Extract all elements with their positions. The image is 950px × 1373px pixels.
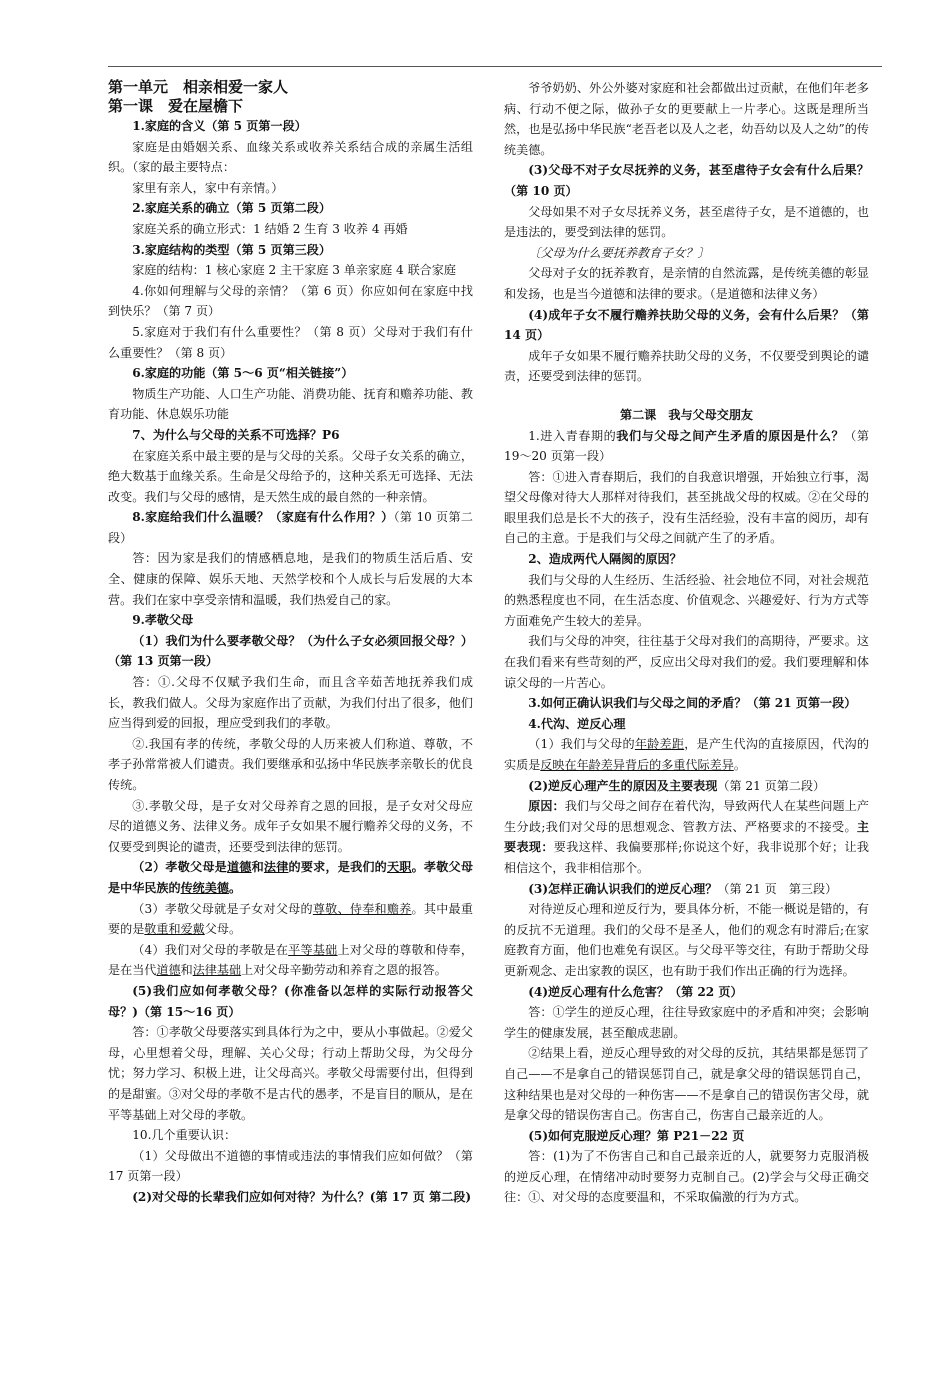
l2-q3-heading: 3.如何正确认识我们与父母之间的矛盾？（第 21 页第一段） <box>528 696 857 711</box>
q9-2-part: 和 <box>251 860 264 875</box>
unit-title: 第一单元 相亲相爱一家人 <box>108 78 289 96</box>
q9-2-underline-4: 传统美德 <box>180 880 229 895</box>
q3-text: 家庭的结构：1 核心家庭 2 主干家庭 3 单亲家庭 4 联合家庭 <box>132 263 456 278</box>
q9-5-heading: (5)我们应如何孝敬父母？(你准备以怎样的实际行动报答父母？)（第 15～16 页） <box>108 983 473 1019</box>
q9-3-part: 父母。 <box>204 922 242 937</box>
l2-q4-heading: 4.代沟、逆反心理 <box>528 716 626 731</box>
l2-q1-page-ref: （第 19～20 页第一段） <box>504 428 869 464</box>
l2-q1 <box>504 426 869 467</box>
l2-q1-part: 1.进入青春期的 <box>528 428 617 443</box>
l2-q4-2-heading <box>504 776 869 797</box>
q8-heading-line <box>108 507 473 548</box>
q6-heading: 6.家庭的功能（第 5～6 页“相关链接”） <box>132 366 354 381</box>
q9-4-underline-2: 道德 <box>156 963 181 978</box>
q1-heading: 1.家庭的含义（第 5 页第一段） <box>132 119 307 133</box>
r-q3-text: 父母如果不对子女尽抚养义务，甚至虐待子女，是不道德的，也是违法的，要受到法律的惩罚。 <box>504 204 869 240</box>
r-q3-heading: (3)父母不对子女尽抚养的义务，甚至虐待子女会有什么后果？（第 10 页） <box>504 163 869 198</box>
q9-4-part: （4）我们对父母的孝敬是在 <box>132 942 289 957</box>
l2-q4-4-heading: (4)逆反心理有什么危害？（第 22 页） <box>528 984 743 999</box>
q9-2-underline-2: 法律 <box>263 860 289 875</box>
l2-q4-4-answer-b: ②结果上看，逆反心理导致的对父母的反抗，其结果都是惩罚了自己——不是拿自己的错误惩罚自己，就是拿父母的错误惩罚自己，这种结果也是对父母的一种伤害——不是拿自己的错误伤害父母，就是拿父母的错误伤害自己。伤害自己，伤害自己最亲近的人。 <box>504 1046 869 1123</box>
q9-3-part: 。其中最重要的是 <box>108 901 473 937</box>
q5-text: 5.家庭对于我们有什么重要性？（第 8 页）父母对于我们有什么重要性？（第 8 页） <box>108 324 473 360</box>
r-q3-italic: 〔父母为什么要抚养教育子女？〕 <box>528 245 710 260</box>
q9-2-part: 。孝敬父母是中华民族的 <box>108 860 473 895</box>
q9-3-text <box>108 899 473 940</box>
l2-q4-2-page-ref: （第 21 页第二段） <box>717 778 826 793</box>
l2-q4-2-reason-text: 我们与父母之间存在着代沟，导致两代人在某些问题上产生分歧;我们对父母的思想观念、管教方法、严格要求的不接受。 <box>504 799 869 834</box>
q9-3-underline-2: 敬重和爱戴 <box>144 922 205 937</box>
q9-2-part: 。 <box>228 880 242 895</box>
q6-text: 物质生产功能、人口生产功能、消费功能、抚育和赡养功能、教育功能、休息娱乐功能 <box>108 386 473 422</box>
l2-q4-1-part: （1）我们与父母的 <box>528 737 635 752</box>
l2-q4-2-heading-bold: (2)逆反心理产生的原因及主要表现 <box>528 778 718 793</box>
q9-4-part: 和 <box>180 963 193 978</box>
l2-q2-text-2: 我们与父母的冲突，往往基于父母对我们的高期待，严要求。这在我们看来有些苛刻的严，反应出父母对我们的爱。我们要理解和体谅父母的一片苦心。 <box>504 634 869 690</box>
l2-q1-bold: 我们与父母之间产生矛盾的原因是什么？ <box>616 428 845 443</box>
q8-page-ref: （第 10 页第二段） <box>108 510 473 545</box>
q9-1-answer-c: ③.孝敬父母，是子女对父母养育之恩的回报，是子女对父母应尽的道德义务、法律义务。成年子女如果不履行赡养父母的义务，不仅要受到舆论的谴责，还要受到法律的惩罚。 <box>108 798 473 854</box>
q9-2-part: 的要求，是我们的 <box>288 860 387 875</box>
l2-q4-2-reason-label: 原因： <box>528 799 565 814</box>
l2-q4-4-answer-a: 答：①学生的逆反心理，往往导致家庭中的矛盾和冲突；会影响学生的健康发展，甚至酿成悲剧。 <box>504 1005 869 1040</box>
l2-q4-1-part: ，是产生代沟的直接原因，代沟的实质是 <box>504 737 869 772</box>
l2-q4-1 <box>504 734 869 775</box>
l2-q1-answer: 答：①进入青春期后，我们的自我意识增强，开始独立行事，渴望父母像对待大人那样对待我们，甚至挑战父母的权威。②在父母的眼里我们总是长不大的孩子，没有生活经验，没有丰富的阅历，却有自己的主意。于是我们与父母之间就产生了的矛盾。 <box>504 469 869 546</box>
lesson1-title: 第一课 爱在屋檐下 <box>108 97 244 115</box>
q10-1-text: （1）父母做出不道德的事情或违法的事情我们应如何做？（第 17 页第一段） <box>108 1148 473 1184</box>
q9-5-answer: 答：①孝敬父母要落实到具体行为之中，要从小事做起。②爱父母，心里想着父母，理解、关心父母；行动上帮助父母，为父母分忧；努力学习、积极上进，让父母高兴。孝敬父母需要付出，但得到的是甜蜜。③对父母的孝敬不是古代的愚孝，不是盲目的顺从，是在平等基础上对父母的孝敬。 <box>108 1025 473 1122</box>
q9-2-underline-3: 天职 <box>387 860 412 875</box>
q1-text-2: 家里有亲人，家中有亲情。） <box>132 180 284 195</box>
q9-4-underline-3: 法律基础 <box>192 963 242 978</box>
r-q4-text: 成年子女如果不履行赡养扶助父母的义务，不仅要受到舆论的谴责，还要受到法律的惩罚。 <box>504 348 869 384</box>
q2-heading: 2.家庭关系的确立（第 5 页第二段） <box>132 201 331 216</box>
r-q3-text-2: 父母对子女的抚养教育，是亲情的自然流露，是传统美德的彰显和发扬，也是当今道德和法律的要求。（是道德和法律义务） <box>504 266 869 301</box>
q9-heading: 9.孝敬父母 <box>132 613 194 628</box>
l2-q4-3-page-ref: （第 21 页 第三段） <box>717 881 838 896</box>
q9-1-answer-a: 答：①.父母不仅赋予我们生命，而且含辛茹苦地抚养我们成长，教我们做人。父母为家庭作出了贡献，为我们付出了很多，他们应当得到爱的回报，理应受到我们的孝敬。 <box>108 675 473 731</box>
q9-4-text <box>108 940 473 981</box>
q9-1-answer-b: ②.我国有孝的传统，孝敬父母的人历来被人们称道、尊敬，不孝子孙常常被人们谴责。我们要继承和弘扬中华民族孝亲敬长的优良传统。 <box>108 736 473 792</box>
q9-2-part: （2）孝敬父母是 <box>132 860 227 875</box>
l2-q4-1-part: 。 <box>733 758 746 772</box>
top-rule <box>108 66 882 67</box>
q4-text: 4.你如何理解与父母的亲情？（第 6 页）你应如何在家庭中找到快乐？（第 7 页） <box>108 283 473 319</box>
q9-3-underline-1: 尊敬、侍奉和赡养 <box>312 901 412 916</box>
q9-3-part: （3）孝敬父母就是子女对父母的 <box>132 901 313 916</box>
q8-text: 答：因为家是我们的情感栖息地，是我们的物质生活后盾、安全、健康的保障、娱乐天地、天然学校和个人成长与后发展的大本营。我们在家中享受亲情和温暖，我们热爱自己的家。 <box>108 551 473 607</box>
r-q4-heading: (4)成年子女不履行赡养扶助父母的义务，会有什么后果？（第 14 页） <box>504 307 869 343</box>
l2-q4-1-underline-2: 反映在年龄差异背后的多重代际差异 <box>540 758 734 772</box>
right-column <box>504 78 869 1208</box>
q1-text: 家庭是由婚姻关系、血缘关系或收养关系结合成的亲属生活组织。（家的最主要特点： <box>108 139 473 175</box>
q9-1-heading: （1）我们为什么要孝敬父母？（为什么子女必须回报父母？）（第 13 页第一段） <box>108 633 473 669</box>
l2-q2-text: 我们与父母的人生经历、生活经验、社会地位不同，对社会规范的熟悉程度也不同，在生活态度、价值观念、兴趣爱好、行为方式等方面难免产生较大的差异。 <box>504 572 869 628</box>
q9-2-text <box>108 857 473 898</box>
l2-q4-5-heading: (5)如何克服逆反心理？第 P21－22 页 <box>528 1128 745 1143</box>
q10-heading: 10.几个重要认识： <box>132 1128 237 1143</box>
l2-q2-heading: 2、造成两代人隔阂的原因？ <box>528 552 682 567</box>
left-column <box>108 78 473 1207</box>
q3-heading: 3.家庭结构的类型（第 5 页第三段） <box>132 242 331 257</box>
l2-q4-5-text: 答：(1)为了不伤害自己和自己最亲近的人，就要努力克服消极的逆反心理，在情绪冲动时要努力克制自己。(2)学会与父母正确交往：①、对父母的态度要温和，不采取偏激的行为方式。 <box>504 1149 869 1205</box>
q9-4-part: 上对父母的尊敬和侍奉，是在当代 <box>108 942 473 978</box>
q10-2-text: (2)对父母的长辈我们应如何对待？为什么？(第 17 页 第二段) <box>132 1189 472 1204</box>
q9-4-underline-1: 平等基础 <box>288 942 338 957</box>
q7-heading: 7、为什么与父母的关系不可选择？P6 <box>132 427 340 442</box>
q9-4-part: 上对父母辛勤劳动和养育之恩的报答。 <box>241 963 447 978</box>
l2-q4-2-reason <box>504 796 869 878</box>
l2-q4-3-heading-bold: (3)怎样正确认识我们的逆反心理？ <box>528 881 718 896</box>
q8-heading: 8.家庭给我们什么温暖？（家庭有什么作用？） <box>132 510 394 525</box>
q9-2-underline-1: 道德 <box>226 860 252 875</box>
q7-text: 在家庭关系中最主要的是与父母的关系。父母子女关系的确立，绝大数基于血缘关系。生命是父母给予的，这种关系无可选择、无法改变。我们与父母的感情，是天然生成的最自然的一种亲情。 <box>108 448 473 504</box>
l2-q4-2-performance-text: 要我这样、我偏要那样;你说这个好，我非说那个好；让我相信这个，我非相信那个。 <box>504 840 869 875</box>
lesson2-title: 第二课 我与父母交朋友 <box>619 407 754 422</box>
l2-q4-1-underline-1: 年龄差距 <box>634 737 685 752</box>
l2-q4-3-heading <box>504 879 869 900</box>
r1-text: 爷爷奶奶、外公外婆对家庭和社会都做出过贡献，在他们年老多病、行动不便之际，做孙子女的更要献上一片孝心。这既是理所当然，也是弘扬中华民族“老吾老以及人之老，幼吾幼以及人之幼”的传统美德。 <box>504 81 869 157</box>
q2-text: 家庭关系的确立形式：1 结婚 2 生育 3 收养 4 再婚 <box>132 221 408 236</box>
l2-q4-2-performance-label: 主要表现： <box>504 819 869 855</box>
l2-q4-3-text: 对待逆反心理和逆反行为，要具体分析，不能一概说是错的，有的反抗不无道理。我们的父母不是圣人，他们的观念有时滞后;在家庭教育方面，他们也难免有误区。与父母平等交往，有助于帮助父母更新观念、走出家教的误区，也有助于我们作出正确的行为选择。 <box>504 902 869 978</box>
